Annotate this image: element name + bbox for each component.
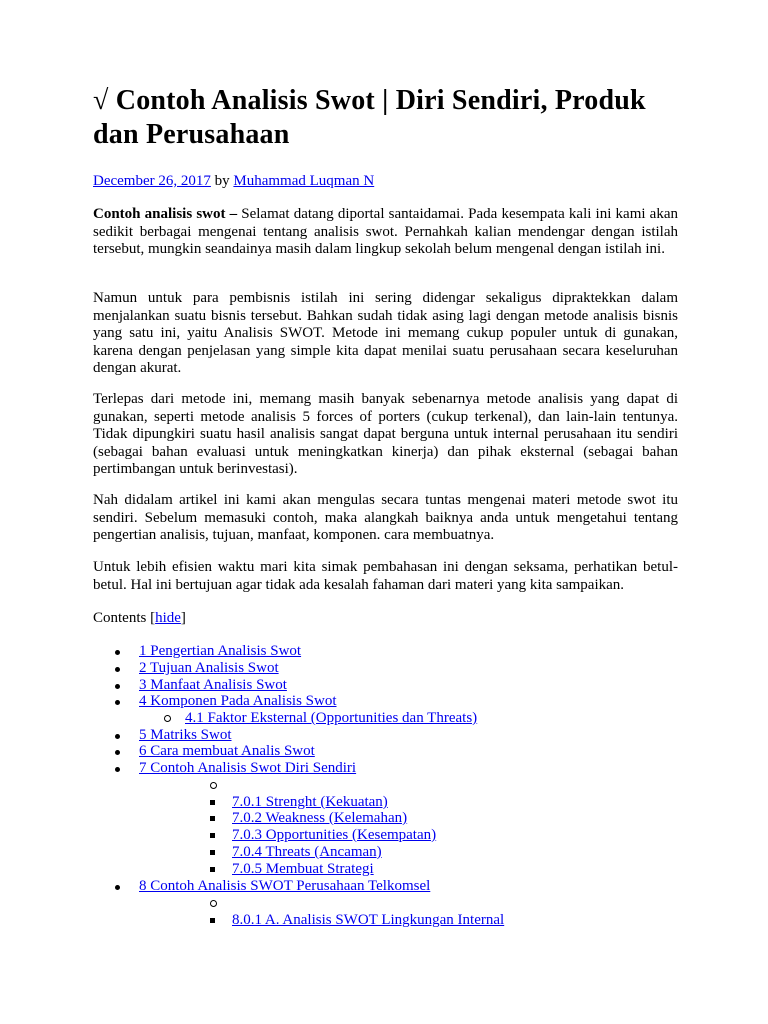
toc-bullet-square [210,800,215,805]
toc-item[interactable] [232,827,436,844]
toc-link-4-1[interactable]: 4.1 Faktor Eksternal (Opportunities dan Threats) [185,710,478,726]
toc-item[interactable] [232,810,407,827]
toc-item[interactable] [139,660,279,677]
toc-link-6[interactable]: 6 Cara membuat Analis Swot [139,743,315,759]
toc-link-8[interactable]: 8 Contoh Analisis SWOT Perusahaan Telkomsel [139,878,431,894]
toc-bullet [115,885,120,890]
toc-bullet-square [210,816,215,821]
toc-link-7-0-3[interactable]: 7.0.3 Opportunities (Kesempatan) [232,827,437,843]
contents-close-bracket: ] [180,610,186,626]
toc-item[interactable] [139,743,315,760]
toc-link-7-0-5[interactable]: 7.0.5 Membuat Strategi [232,861,374,877]
post-meta [93,172,374,190]
toc-item[interactable] [232,912,504,929]
toc-bullet [115,750,120,755]
toc-link-1[interactable]: 1 Pengertian Analisis Swot [139,643,302,659]
toc-bullet [115,734,120,739]
intro-bold-lead: Contoh analisis swot – [93,206,238,222]
toc-item[interactable] [139,727,232,744]
toc-item[interactable] [139,693,337,710]
paragraph-3: Terlepas dari metode ini, memang masih banyak sebenarnya metode analisis yang dapat di gunakan, seperti metode analisis 5 forces of porters (cukup terkenal), dan lain-lain tentunya. Tidak dipungkiri suatu hasil analisis sangat dapat berguna untuk internal perusahaan itu sendiri (sebagai bahan evaluasi untuk meningkatkan kinerja) dan pihak eksternal (sebagai bahan pertimbangan untuk berinvestasi). [93,391,678,478]
paragraph-2: Namun untuk para pembisnis istilah ini sering didengar sekaligus dipraktekkan dalam menjalankan suatu bisnis tersebut. Bahkan sudah tidak asing lagi dengan metode analisis bisnis yang satu ini, yaitu Analisis SWOT. Metode ini memang cukup populer untuk di gunakan, karena dengan penjelasan yang simple kita dapat menilai suatu perusahaan secara keseluruhan dengan akurat. [93,290,678,377]
intro-paragraph [93,206,678,259]
toc-link-3[interactable]: 3 Manfaat Analisis Swot [139,677,287,693]
toc-bullet [115,700,120,705]
toc-bullet-square [210,850,215,855]
toc-item[interactable] [139,878,430,895]
toc-link-4[interactable]: 4 Komponen Pada Analisis Swot [139,693,337,709]
contents-label: Contents [ [93,610,156,626]
toc-bullet-square [210,918,215,923]
author-link[interactable]: Muhammad Luqman N [233,173,375,189]
toc-link-7[interactable]: 7 Contoh Analisis Swot Diri Sendiri [139,760,357,776]
contents-heading [93,609,186,627]
toc-bullet [115,684,120,689]
toc-item[interactable] [185,710,477,727]
toc-item[interactable] [139,643,301,660]
by-label: by [214,173,230,189]
toc-bullet [115,767,120,772]
toc-link-7-0-4[interactable]: 7.0.4 Threats (Ancaman) [232,844,382,860]
toc-link-2[interactable]: 2 Tujuan Analisis Swot [139,660,279,676]
toc-bullet [115,667,120,672]
article-title: √ Contoh Analisis Swot | Diri Sendiri, Produk dan Perusahaan [93,85,646,150]
toc-link-7-0-2[interactable]: 7.0.2 Weakness (Kelemahan) [232,810,408,826]
toc-item[interactable] [139,760,356,777]
toc-bullet-circle [210,900,217,907]
toc-link-5[interactable]: 5 Matriks Swot [139,727,232,743]
toc-item[interactable] [232,794,388,811]
toc-item[interactable] [232,844,382,861]
toc-link-8-0-1[interactable]: 8.0.1 A. Analisis SWOT Lingkungan Internal [232,912,505,928]
toc-bullet-square [210,867,215,872]
paragraph-4: Nah didalam artikel ini kami akan mengulas secara tuntas mengenai materi metode swot itu sendiri. Sebelum memasuki contoh, maka alangkah baiknya anda untuk mengetahui tentang pengertian analisis, tujuan, manfaat, komponen. cara membuatnya. [93,492,678,544]
toc-item[interactable] [139,677,287,694]
intro-text: Selamat datang diportal santaidamai. Pada kesempata kali ini kami akan sedikit berbagai mengenai tentang analisis swot. Pernahkah kalian mendengar dengan istilah tersebut, mungkin seandainya masih dalam lingkup sekolah belum mengenal dengan istilah ini. [93,206,678,258]
toc-item[interactable] [232,861,374,878]
toc-bullet-circle [164,715,171,722]
toc-bullet-circle [210,782,217,789]
post-date-link[interactable]: December 26, 2017 [93,173,211,189]
toc-bullet-square [210,833,215,838]
toc-link-7-0-1[interactable]: 7.0.1 Strenght (Kekuatan) [232,794,388,810]
paragraph-5: Untuk lebih efisien waktu mari kita simak pembahasan ini dengan seksama, perhatikan betul-betul. Hal ini bertujuan agar tidak ada kesalah fahaman dari materi yang kita sampaikan. [93,559,678,593]
hide-toc-link[interactable]: hide [155,610,181,626]
toc-bullet [115,650,120,655]
